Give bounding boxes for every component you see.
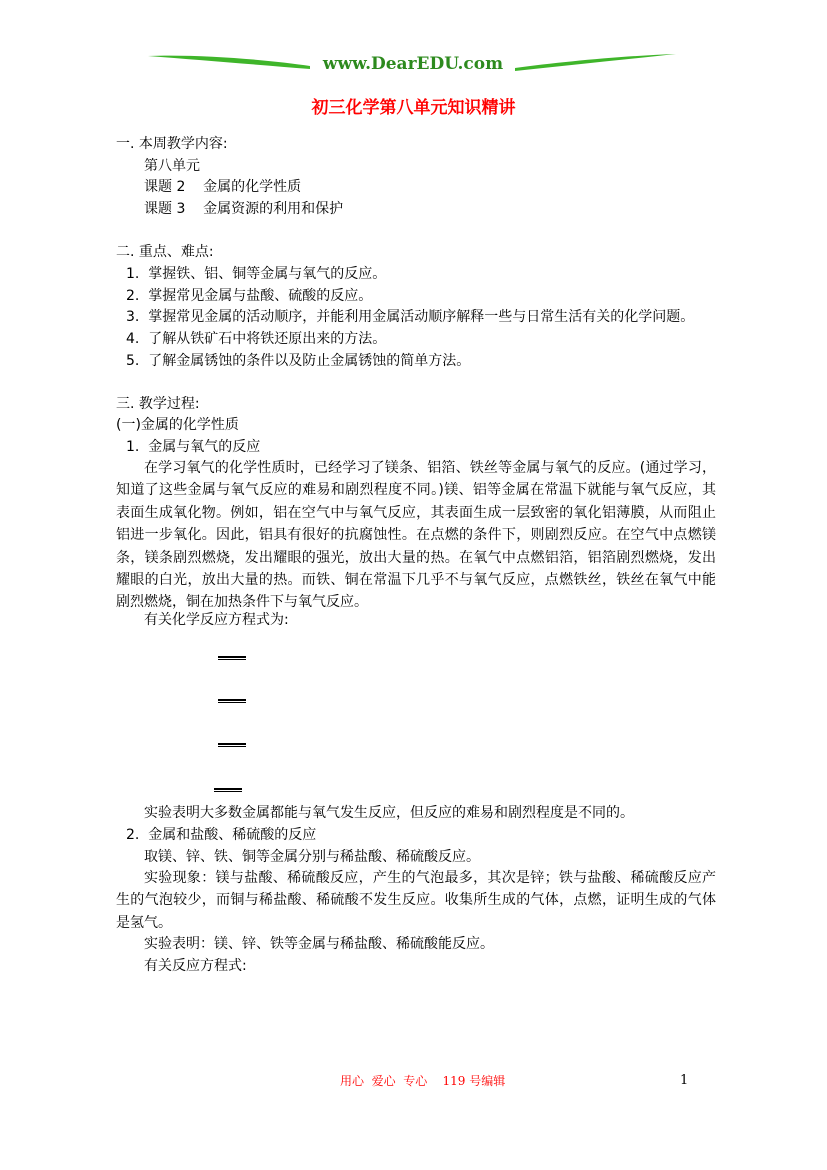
point-heading-2: 2. 金属和盐酸、稀硫酸的反应	[126, 827, 317, 843]
section-2-heading: 二. 重点、难点:	[116, 244, 214, 260]
point-heading-1: 1. 金属与氧气的反应	[126, 439, 261, 455]
paragraph-2b: 实验现象：镁与盐酸、稀硫酸反应，产生的气泡最多，其次是锌；铁与盐酸、稀硫酸反应产生的气泡较少，而铜与稀盐酸、稀硫酸不发生反应。收集所生成的气体，点燃，证明生成的气体是氢气。	[116, 870, 716, 931]
equation-sign	[218, 743, 246, 745]
site-logo-text: www.DearEDU.com	[322, 54, 504, 74]
conclusion-1: 实验表明大多数金属都能与氧气发生反应，但反应的难易和剧烈程度是不同的。	[144, 805, 634, 821]
list-item: 5. 了解金属锈蚀的条件以及防止金属锈蚀的简单方法。	[126, 353, 471, 369]
subsection-heading: (一)金属的化学性质	[116, 417, 239, 433]
section-1-heading: 一. 本周教学内容:	[116, 136, 228, 152]
paragraph-metal-oxygen: 在学习氧气的化学性质时，已经学习了镁条、铝箔、铁丝等金属与氧气的反应。(通过学习，知道了这些金属与氧气反应的难易和剧烈程度不同。)镁、铝等金属在常温下就能与氧气反应，其表面生成氧化物。例如，铝在空气中与氧气反应，其表面生成一层致密的氧化铝薄膜，从而阻止铝进一步氧化。因此，铝具有很好的抗腐蚀性。在点燃的条件下，则剧烈反应。在空气中点燃镁条，镁条剧烈燃烧，发出耀眼的强光，放出大量的热。在氧气中点燃铝箔，铝箔剧烈燃烧，发出耀眼的白光，放出大量的热。而铁、铜在常温下几乎不与氧气反应，点燃铁丝，铁丝在氧气中能剧烈燃烧，铜在加热条件下与氧气反应。	[116, 460, 716, 611]
site-header-logo	[0, 46, 827, 82]
list-item: 3. 掌握常见金属的活动顺序，并能利用金属活动顺序解释一些与日常生活有关的化学问题。	[126, 309, 695, 325]
equation-sign	[218, 656, 246, 658]
page-title: 初三化学第八单元知识精讲	[311, 98, 516, 118]
equation-sign	[218, 699, 246, 701]
unit-label: 第八单元	[144, 158, 200, 174]
paragraph-2a: 取镁、锌、铁、铜等金属分别与稀盐酸、稀硫酸反应。	[144, 849, 480, 865]
paragraph-2d: 有关反应方程式:	[144, 958, 247, 974]
list-item: 4. 了解从铁矿石中将铁还原出来的方法。	[126, 331, 387, 347]
header-wave-graphic	[0, 46, 827, 82]
list-item: 1. 掌握铁、铝、铜等金属与氧气的反应。	[126, 266, 387, 282]
footer-text: 用心 爱心 专心 119 号编辑	[340, 1074, 506, 1088]
paragraph-2c: 实验表明：镁、锌、铁等金属与稀盐酸、稀硫酸能反应。	[144, 936, 494, 952]
equation-sign	[214, 788, 242, 790]
section-3-heading: 三. 教学过程:	[116, 396, 200, 412]
page-number: 1	[680, 1073, 689, 1088]
lesson-3: 课题 3 金属资源的利用和保护	[144, 201, 344, 217]
list-item: 2. 掌握常见金属与盐酸、硫酸的反应。	[126, 288, 373, 304]
lesson-2: 课题 2 金属的化学性质	[144, 179, 302, 195]
equations-intro: 有关化学反应方程式为:	[144, 612, 289, 628]
